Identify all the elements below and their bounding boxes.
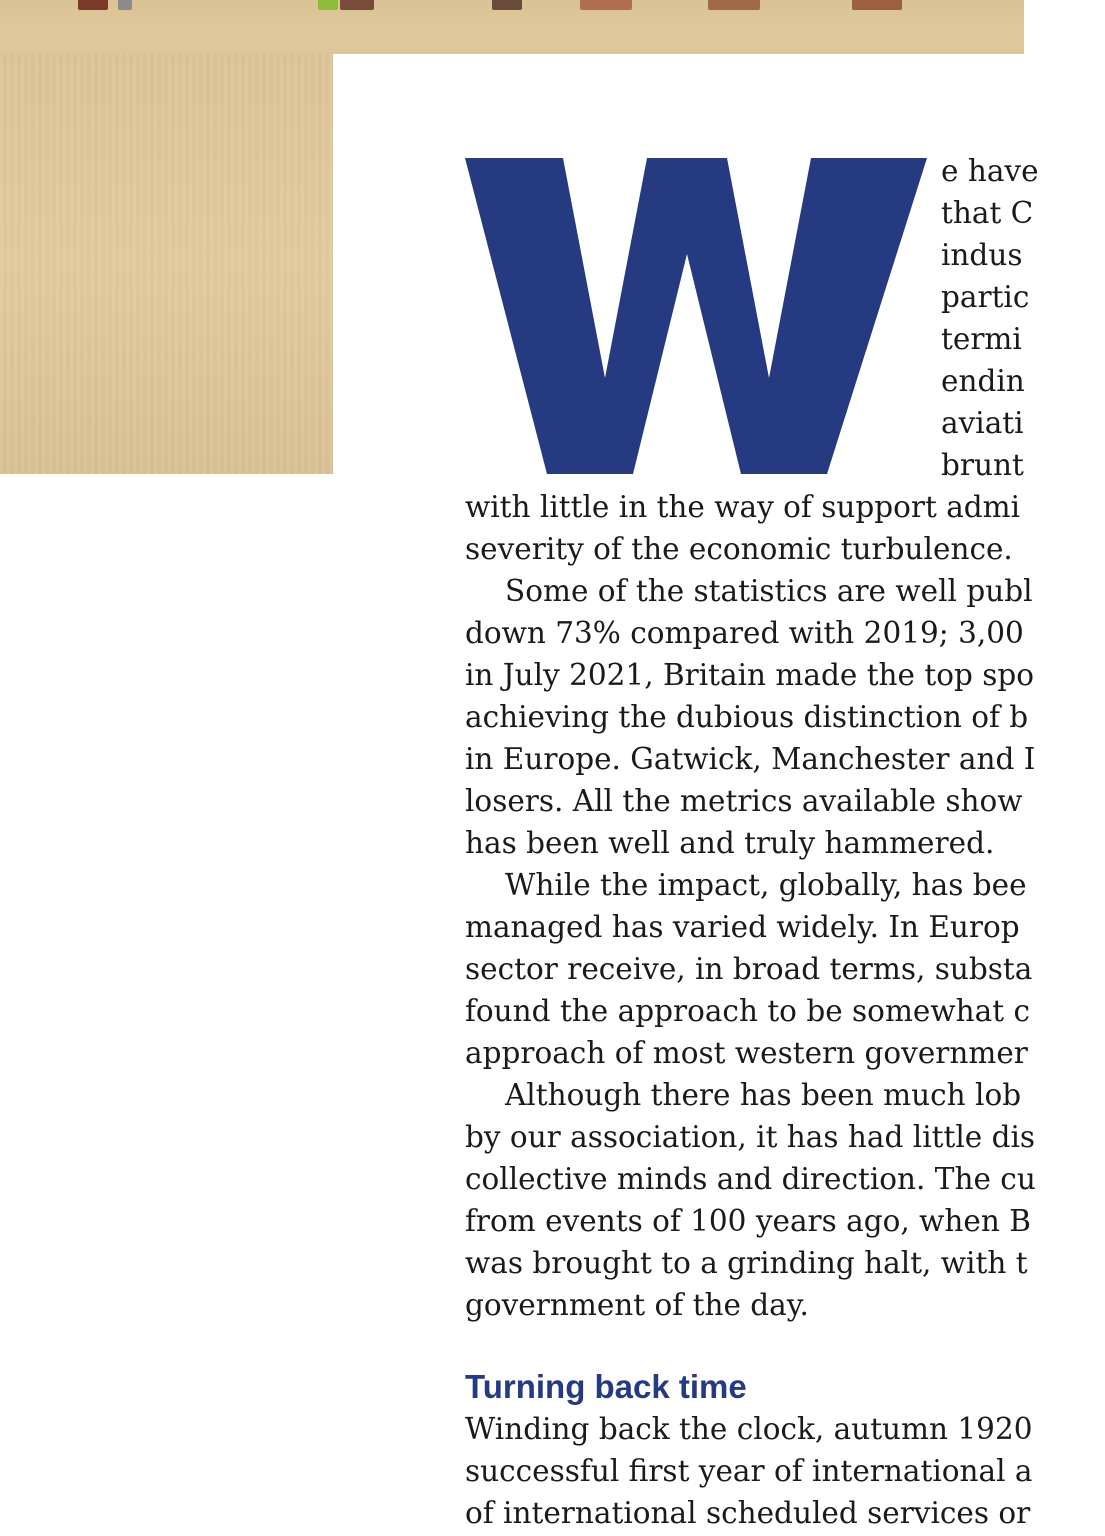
body-line: losers. All the metrics available show	[465, 784, 1023, 818]
body-line: with little in the way of support admi	[465, 490, 1021, 524]
body-line: partic	[941, 280, 1030, 314]
body-text	[465, 150, 1105, 1534]
body-line: found the approach to be somewhat c	[465, 994, 1030, 1028]
beach-hut	[708, 0, 760, 10]
body-line: Winding back the clock, autumn 1920	[465, 1412, 1033, 1446]
body-line: e have	[941, 154, 1039, 188]
body-line: aviati	[941, 406, 1024, 440]
body-line: severity of the economic turbulence.	[465, 532, 1013, 566]
body-line: government of the day.	[465, 1288, 809, 1322]
beach-photo-sand	[0, 54, 333, 474]
body-line: brunt	[941, 448, 1024, 482]
body-line: that C	[941, 196, 1034, 230]
body-line: was brought to a grinding halt, with t	[465, 1246, 1028, 1280]
body-line: in July 2021, Britain made the top spo	[465, 658, 1035, 692]
beach-hut	[492, 0, 522, 10]
body-line: termi	[941, 322, 1022, 356]
body-line: managed has varied widely. In Europ	[465, 910, 1020, 944]
beach-hut	[852, 0, 902, 10]
body-line: from events of 100 years ago, when B	[465, 1204, 1031, 1238]
body-line: achieving the dubious distinction of b	[465, 700, 1029, 734]
body-line: of international scheduled services or	[465, 1496, 1031, 1530]
body-line: approach of most western governmer	[465, 1036, 1028, 1070]
body-line: by our association, it has had little dis	[465, 1120, 1036, 1154]
body-line: collective minds and direction. The cu	[465, 1162, 1036, 1196]
body-line: has been well and truly hammered.	[465, 826, 995, 860]
body-line: While the impact, globally, has bee	[505, 868, 1027, 902]
beach-photo-strip	[0, 0, 1024, 54]
article-page	[333, 54, 1039, 1536]
section-subheading: Turning back time	[465, 1368, 747, 1405]
beach-hut	[78, 0, 108, 10]
body-line: sector receive, in broad terms, substa	[465, 952, 1033, 986]
body-line: Some of the statistics are well publ	[505, 574, 1033, 608]
body-line: successful first year of international a	[465, 1454, 1033, 1488]
body-line: endin	[941, 364, 1025, 398]
body-line: indus	[941, 238, 1023, 272]
beach-hut	[580, 0, 632, 10]
beach-hut	[340, 0, 374, 10]
beach-hut	[318, 0, 338, 10]
beach-hut	[118, 0, 132, 10]
body-line: in Europe. Gatwick, Manchester and I	[465, 742, 1036, 776]
body-line: down 73% compared with 2019; 3,00	[465, 616, 1024, 650]
body-line: Although there has been much lob	[505, 1078, 1022, 1112]
